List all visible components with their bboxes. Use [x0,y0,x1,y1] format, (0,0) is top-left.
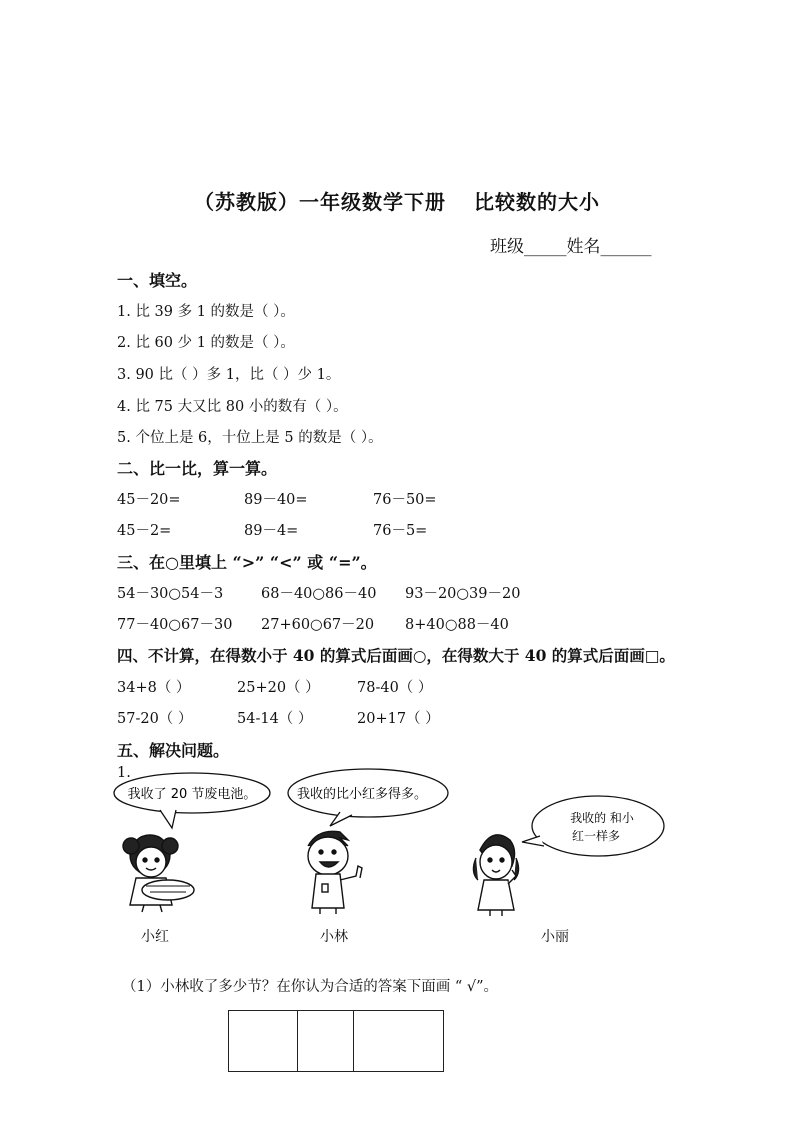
name-xiaoli: 小丽 [541,929,569,945]
section1-heading: 一、填空。 [117,271,198,290]
compare-item: 8+40○88－40 [405,617,509,633]
bubble-text-2: 我收的比小红多得多。 [296,787,428,802]
class-name-line: 班级_____姓名______ [490,237,652,257]
compare-item: 27+60○67－20 [261,617,375,633]
bubble-text-3b: 红一样多 [571,829,621,843]
title-topic-text: 比较数的大小 [474,190,600,214]
section5-heading: 五、解决问题。 [117,741,230,760]
speech-bubble-xiaoli [522,796,664,856]
estimate-item: 57-20（ ） [117,711,193,727]
estimate-item: 78-40（ ） [357,680,433,696]
compare-item: 77－40○67－30 [117,617,233,633]
compare-item: 54－30○54－3 [117,586,224,602]
fill-item-4: 4. 比 75 大又比 80 小的数有（ ）。 [117,399,348,415]
calc-item: 45－20= [117,492,181,508]
boy-xiaolin-figure [308,831,362,914]
fill-item-2: 2. 比 60 少 1 的数是（ ）。 [117,335,295,351]
bubble-text-3a: 我收的 和小 [570,811,634,825]
girl-xiaoli-figure [473,835,518,916]
calc-item: 45－2= [117,523,172,539]
compare-item: 68－40○86－40 [261,586,377,602]
bubble-text-1: 我收了 20 节废电池。 [127,787,257,802]
answer-cell-3[interactable] [354,1011,443,1071]
question-1: （1）小林收了多少节？在你认为合适的答案下面画 “ √”。 [122,979,499,995]
estimate-item: 54-14（ ） [237,711,313,727]
name-xiaohong: 小红 [141,929,169,945]
calc-item: 76－5= [373,523,428,539]
speech-bubble-xiaolin [288,769,448,826]
compare-item: 93－20○39－20 [405,586,521,602]
section2-heading: 二、比一比，算一算。 [117,459,278,478]
speech-bubble-xiaohong [114,773,270,828]
title-grade-text: （苏教版）一年级数学下册 [194,190,446,214]
fill-item-5: 5. 个位上是 6，十位上是 5 的数是（ ）。 [117,430,383,446]
estimate-item: 25+20（ ） [237,680,320,696]
answer-cell-2[interactable] [298,1011,354,1071]
calc-item: 89－40= [244,492,308,508]
girl-xiaohong-figure [123,835,194,912]
section4-heading: 四、不计算，在得数小于 40 的算式后面画○，在得数大于 40 的算式后面画□。 [117,646,675,665]
calc-item: 76－50= [373,492,437,508]
calc-item: 89－4= [244,523,299,539]
fill-item-1: 1. 比 39 多 1 的数是（ ）。 [117,304,295,320]
answer-cell-1[interactable] [229,1011,298,1071]
problem-number: 1. [117,765,131,781]
answer-choice-table [228,1010,444,1072]
estimate-item: 20+17（ ） [357,711,440,727]
estimate-item: 34+8（ ） [117,680,191,696]
section3-heading: 三、在○里填上 “>” “<” 或 “=”。 [117,553,377,572]
fill-item-3: 3. 90 比（ ）多 1，比（ ）少 1。 [117,367,341,383]
name-xiaolin: 小林 [320,929,348,945]
